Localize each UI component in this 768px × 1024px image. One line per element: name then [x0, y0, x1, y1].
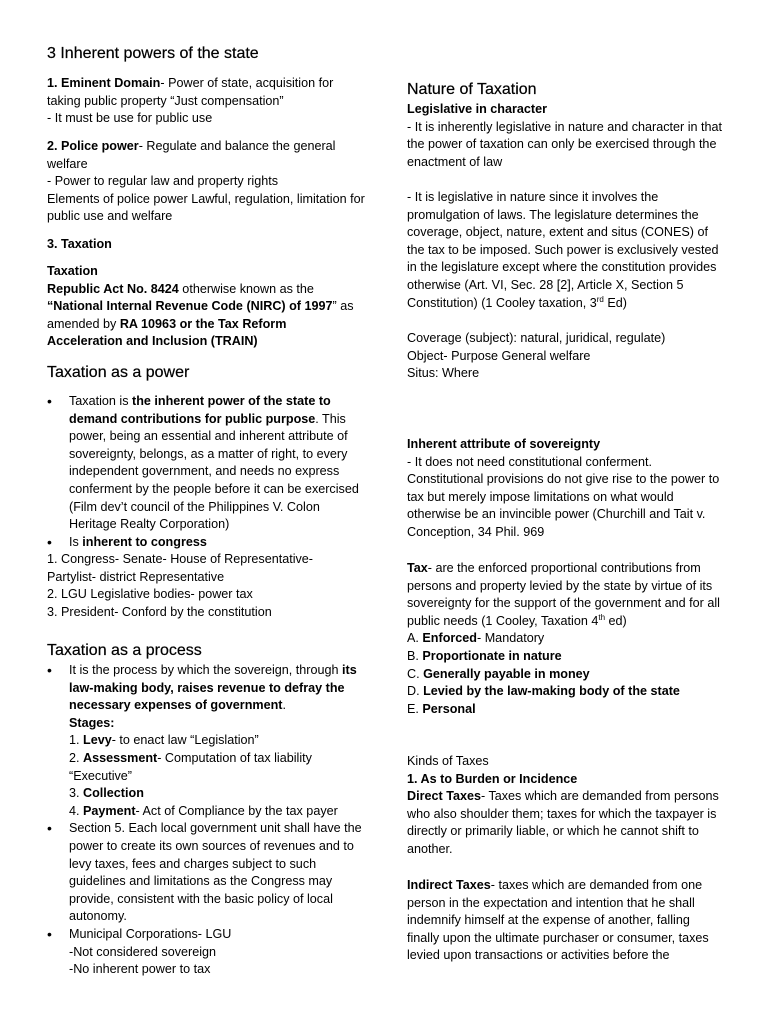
police-power-block: 2. Police power- Regulate and balance the general welfare - Power to regular law and property rights Elements of police power Lawful, regulation, limitation for public use and welfare	[47, 139, 365, 224]
stage-item: 4. Payment- Act of Compliance by the tax payer	[69, 803, 338, 818]
congress-list	[47, 551, 365, 621]
list-item: • It is the process by which the sovereign, through its law-making body, raises revenue to defray the necessary expenses of government. Stages: 1. Levy- to enact law “Legislation” 2. Assessment- Computation of tax liability “Executive” 3. Collection 4. Payment- Act of Compliance by the tax payer	[47, 662, 365, 820]
indirect-taxes-block: Indirect Taxes- taxes which are demanded from one person in the expectation and intention that he shall indemnify himself at the expense of another, falling finally upon the ultimate purchaser or consumer, taxes levied upon transactions or activities before the	[407, 878, 709, 963]
legislative-detail: - It is legislative in nature since it involves the promulgation of laws. The legislature determines the coverage, object, nature, extent and situs (CONES) of the tax to be imposed. Such power is exclusively vested in the legislature except where the constitution provides otherwise (Art. VI, Sec. 28 [2], Article X, Section 5 Constitution) (1 Cooley taxation, 3rd Ed)	[407, 190, 719, 310]
inherent-powers-heading: 3 Inherent powers of the state	[47, 45, 259, 62]
stage-item: 1. Levy- to enact law “Legislation”	[69, 733, 259, 748]
taxation-power-heading: Taxation as a power	[47, 364, 190, 381]
kinds-of-taxes-block: Kinds of Taxes 1. As to Burden or Incidence Direct Taxes- Taxes which are demanded from persons who also shoulder them; taxes for which the taxpayer is directly or primarily liable, or which he cannot shift to another.	[407, 754, 719, 856]
list-item: • Section 5. Each local government unit shall have the power to create its own sources of revenues and to levy taxes, fees and charges subject to such guidelines and limitations as the Congress may provide, consistent with the basic policy of local autonomy.	[47, 820, 365, 926]
nature-of-taxation-heading: Nature of Taxation	[407, 81, 537, 98]
list-item: • Taxation is the inherent power of the state to demand contributions for public purpose. This power, being an essential and inherent attribute of sovereignty, belongs, as a matter of right, to every independent government, and needs no express conferment by the people before it can be exercised (Film dev’t council of the Philippines V. Colon Heritage Realty Corporation)	[47, 393, 365, 534]
legislative-block: Legislative in character - It is inherently legislative in nature and character in that the power of taxation can only be exercised through the enactment of law	[407, 102, 723, 169]
police-power-label: Police power	[61, 139, 139, 153]
list-item: • Is inherent to congress	[47, 534, 365, 552]
tax-item: E. Personal	[407, 701, 476, 716]
tax-item: B. Proportionate in nature	[407, 648, 562, 663]
list-item: • Municipal Corporations- LGU -Not considered sovereign -No inherent power to tax	[47, 926, 365, 979]
tax-item: C. Generally payable in money	[407, 666, 590, 681]
coverage-block: Coverage (subject): natural, juridical, regulate) Object- Purpose General welfare Situs: Where	[407, 331, 666, 381]
list-item: 3. President- Conford by the constitution	[47, 604, 272, 619]
stage-item: 3. Collection	[69, 786, 144, 801]
tax-item: D. Levied by the law-making body of the state	[407, 684, 680, 699]
sovereignty-block: Inherent attribute of sovereignty - It does not need constitutional conferment. Constitutional provisions do not give rise to the power to tax but merely impose limitations on what would otherwise be an invincible power (Churchill and Tait v. Conception, 34 Phil. 969	[407, 437, 720, 539]
eminent-domain-block: 1. Eminent Domain- Power of state, acquisition for taking public property “Just compensation” - It must be use for public use	[47, 76, 334, 126]
stage-item: 2. Assessment- Computation of tax liability “Executive”	[69, 750, 312, 783]
eminent-domain-label: Eminent Domain	[61, 76, 161, 90]
tax-item: A. Enforced- Mandatory	[407, 631, 545, 646]
taxation-power-list	[47, 393, 365, 551]
tax-definition-block: Tax- are the enforced proportional contributions from persons and property levied by the state by virtue of its sovereignty for the support of the government and for all public needs (1 Cooley, Taxation 4th ed) A. Enforced- Mandatory B. Proportionate in nature C. Generally payable in money D. Levied by the law-making body of the state E. Personal	[407, 560, 725, 718]
list-item: 1. Congress- Senate- House of Representative- Partylist- district Representative	[47, 552, 314, 584]
taxation-process-heading: Taxation as a process	[47, 642, 202, 659]
taxation-process-list	[47, 662, 365, 979]
taxation-ra-block: Taxation Republic Act No. 8424 otherwise known as the “National Internal Revenue Code (NIRC) of 1997” as amended by RA 10963 or the Tax Reform Acceleration and Inclusion (TRAIN)	[47, 264, 354, 349]
list-item: 2. LGU Legislative bodies- power tax	[47, 587, 253, 602]
taxation-item: 3. Taxation	[47, 237, 112, 251]
